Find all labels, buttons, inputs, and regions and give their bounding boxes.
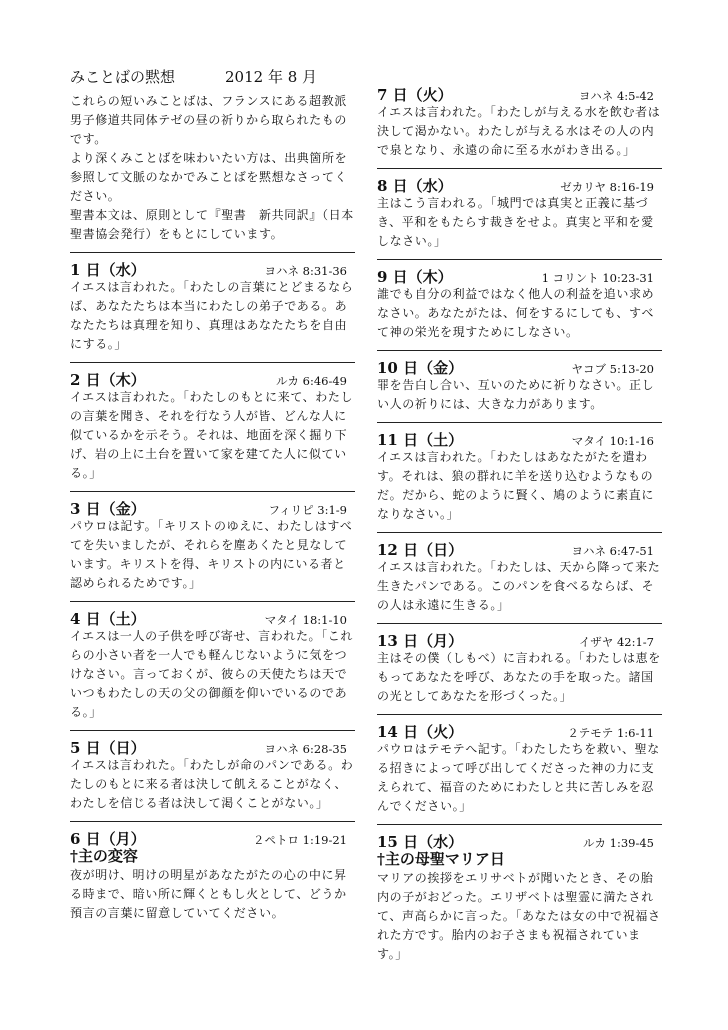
intro-text xyxy=(70,92,355,244)
scripture-ref: ヨハネ 6:47-51 xyxy=(571,544,654,558)
day-entry-12 xyxy=(377,532,662,615)
day-date: 14 日（火） xyxy=(377,723,464,741)
scripture-ref: ゼカリヤ 8:16-19 xyxy=(560,180,654,194)
day-entry-14 xyxy=(377,714,662,816)
day-entry-9 xyxy=(377,259,662,342)
intro-paragraph: より深くみことばを味わいたい方は、出典箇所を参照して文脈のなかでみことばを黙想なさってください。 xyxy=(70,151,348,203)
day-entry-7 xyxy=(377,84,662,160)
verse-text: 主はこう言われる。「城門では真実と正義に基づき、平和をもたらす裁きをせよ。真実と平和を愛しなさい。」 xyxy=(377,196,654,248)
day-entry-5 xyxy=(70,730,355,813)
verse-text: パウロは記す。「キリストのゆえに、わたしはすべてを失いましたが、それらを塵あくたと見なしています。キリストを得、キリストの内にいる者と認められるためです。」 xyxy=(70,519,353,590)
day-date: 5 日（日） xyxy=(70,739,146,757)
verse-text: 主はその僕（しもべ）に言われる。「わたしは恵をもってあなたを呼び、あなたの手を取った。諸国の光としてあなたを形づくった。」 xyxy=(377,651,661,703)
day-date: 13 日（月） xyxy=(377,632,464,650)
verse-text: イエスは一人の子供を呼び寄せ、言われた。「これらの小さい者を一人でも軽んじないように気をつけなさい。言っておくが、彼らの天使たちは天でいつもわたしの天の父の御顔を仰いでいるのである。」 xyxy=(70,629,353,719)
verse-text: 罪を告白し合い、互いのために祈りなさい。正しい人の祈りには、大きな力があります。 xyxy=(377,378,655,411)
verse-text: イエスは言われた。「わたしは、天から降って来た生きたパンである。このパンを食べるならば、その人は永遠に生きる。」 xyxy=(377,560,661,612)
day-date: 2 日（木） xyxy=(70,371,146,389)
day-date: 6 日（月） xyxy=(70,830,146,848)
day-date: 1 日（水） xyxy=(70,261,146,279)
scripture-ref: ヨハネ 4:5-42 xyxy=(578,89,654,103)
day-entry-15 xyxy=(377,824,662,964)
scripture-ref: フィリピ 3:1-9 xyxy=(268,503,347,517)
day-entry-2 xyxy=(70,362,355,483)
verse-text: イエスは言われた。「わたしはあなたがたを遣わす。それは、狼の群れに羊を送り込むようなものだ。だから、蛇のように賢く、鳩のように素直になりなさい。」 xyxy=(377,450,654,521)
scripture-ref: マタイ 18:1-10 xyxy=(264,613,347,627)
day-entry-3 xyxy=(70,491,355,593)
scripture-ref: ２ペトロ 1:19-21 xyxy=(253,833,347,847)
verse-text: イエスは言われた。「わたしが命のパンである。わたしのもとに来る者は決して飢えることがなく、わたしを信じる者は決して渇くことがない。」 xyxy=(70,758,354,810)
scripture-ref: ２テモテ 1:6-11 xyxy=(567,726,654,740)
verse-text: イエスは言われた。「わたしのもとに来て、わたしの言葉を聞き、それを行なう人が皆、どんな人に似ているかを示そう。それは、地面を深く掘り下げ、岩の上に土台を置いて家を建てた人に似ている。」 xyxy=(70,390,354,480)
page-title: みことばの黙想 xyxy=(70,68,176,86)
verse-text: 誰でも自分の利益ではなく他人の利益を追い求めなさい。あなたがたは、何をするにしても、すべて神の栄光を現すためにしなさい。 xyxy=(377,287,655,339)
day-date: 15 日（水） xyxy=(377,833,464,851)
verse-text: マリアの挨拶をエリサベトが聞いたとき、その胎内の子がおどった。エリザベトは聖霊に満たされて、声高らかに言った。「あなたは女の中で祝福された方です。胎内のお子さまも祝福されています。」 xyxy=(377,871,661,961)
intro-paragraph: 聖書本文は、原則として『聖書 新共同訳』（日本聖書協会発行）をもとにしています。 xyxy=(70,208,354,241)
feast-name: †主の母聖マリア日 xyxy=(377,850,505,868)
day-date: 9 日（木） xyxy=(377,268,453,286)
day-entry-11 xyxy=(377,422,662,524)
scripture-ref: ヨハネ 8:31-36 xyxy=(264,264,347,278)
verse-text: パウロはテモテへ記す。「わたしたちを救い、聖なる招きによって呼び出してくださった神の力に支えられて、福音のためにわたしと共に苦しみを忍んでください。」 xyxy=(377,742,660,813)
day-date: 7 日（火） xyxy=(377,86,453,104)
intro-paragraph: これらの短いみことばは、フランスにある超教派男子修道共同体テゼの昼の祈りから取られたものです。 xyxy=(70,94,347,146)
feast-name: †主の変容 xyxy=(70,847,138,865)
scripture-ref: ルカ 6:46-49 xyxy=(276,374,347,388)
day-date: 12 日（日） xyxy=(377,541,464,559)
day-date: 8 日（水） xyxy=(377,177,453,195)
page-header xyxy=(70,66,355,88)
day-entry-10 xyxy=(377,350,662,414)
verse-text: イエスは言われた。「わたしの言葉にとどまるならば、あなたたちは本当にわたしの弟子である。あなたたちは真理を知り、真理はあなたたちを自由にする。」 xyxy=(70,280,354,351)
month-label: 2012 年 8 月 xyxy=(225,68,318,86)
day-entry-1 xyxy=(70,252,355,354)
day-date: 11 日（土） xyxy=(377,431,464,449)
day-entry-4 xyxy=(70,601,355,722)
day-date: 3 日（金） xyxy=(70,500,146,518)
scripture-ref: ルカ 1:39-45 xyxy=(583,836,654,850)
scripture-ref: 1 コリント 10:23-31 xyxy=(541,271,654,285)
scripture-ref: マタイ 10:1-16 xyxy=(571,434,654,448)
day-entry-6 xyxy=(70,821,355,923)
scripture-ref: イザヤ 42:1-7 xyxy=(578,635,654,649)
scripture-ref: ヤコブ 5:13-20 xyxy=(571,362,654,376)
scripture-ref: ヨハネ 6:28-35 xyxy=(264,742,347,756)
day-entry-8 xyxy=(377,168,662,251)
left-column xyxy=(70,66,355,923)
verse-text: イエスは言われた。「わたしが与える水を飲む者は決して渇かない。わたしが与える水はその人の内で泉となり、永遠の命に至る水がわき出る。」 xyxy=(377,105,661,157)
verse-text: 夜が明け、明けの明星があなたがたの心の中に昇る時まで、暗い所に輝くともし火として、どうか預言の言葉に留意していてください。 xyxy=(70,868,347,920)
day-date: 4 日（土） xyxy=(70,610,146,628)
day-entry-13 xyxy=(377,623,662,706)
right-column xyxy=(377,84,662,964)
day-date: 10 日（金） xyxy=(377,359,464,377)
